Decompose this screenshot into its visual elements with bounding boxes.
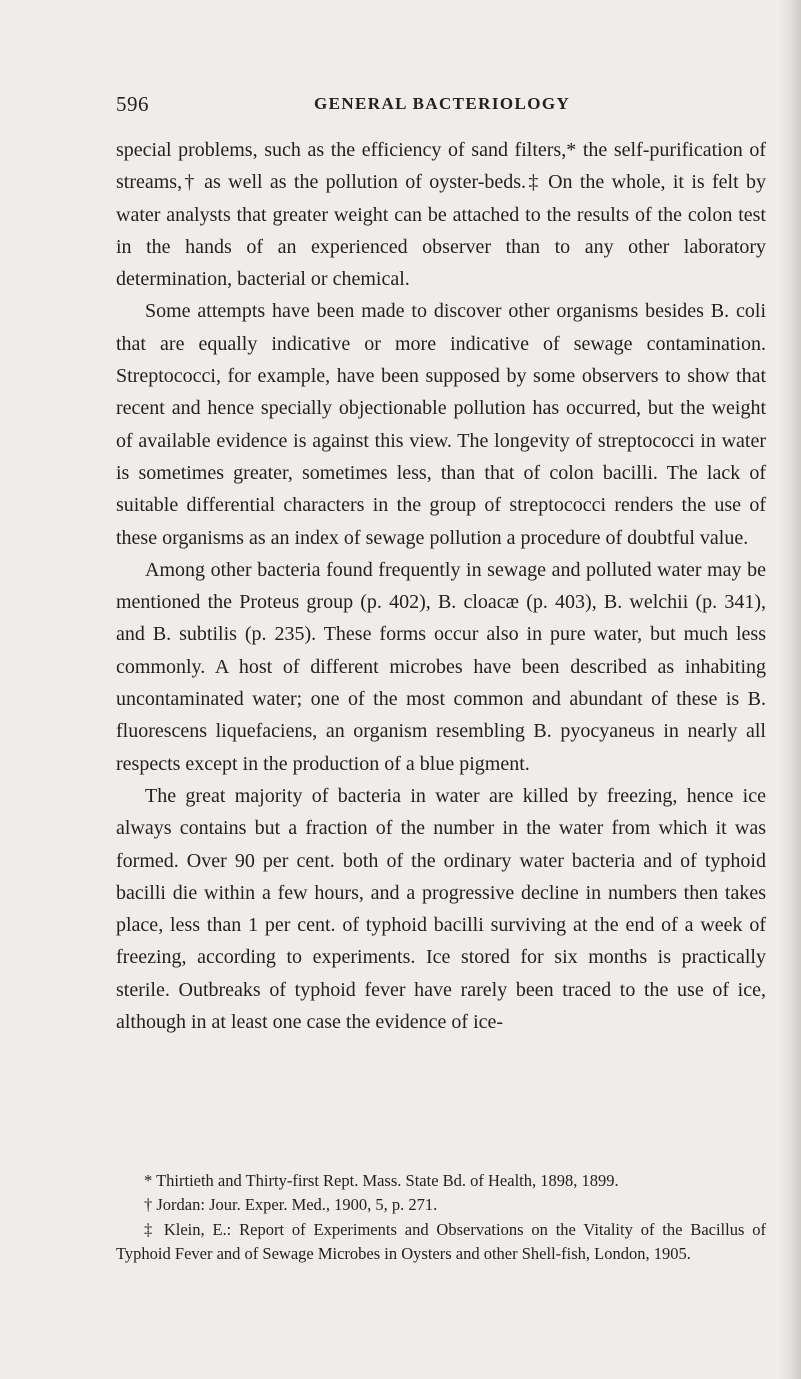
footnote-double-dagger: ‡ Klein, E.: Report of Experiments and Observations on the Vitality of the Bacillus of Typhoid Fever and of Sewage Microbes in Oysters and other Shell-fish, London, 1905.: [116, 1219, 766, 1264]
footnotes: [116, 1169, 766, 1267]
page-edge-shadow: [779, 0, 801, 1379]
paragraph-streptococci: Some attempts have been made to discover other organisms besides B. coli that are equally indicative or more indicative of sewage contamination. Streptococci, for example, have been supposed by some observers to show that recent and hence specially objectionable pollution has occurred, but the weight of available evidence is against this view. The longevity of streptococci in water is sometimes greater, sometimes less, than that of colon bacilli. The lack of suitable differential characters in the group of streptococci renders the use of these organisms as an index of sewage pollution a procedure of doubtful value.: [116, 300, 766, 549]
running-title: GENERAL BACTERIOLOGY: [314, 94, 571, 113]
paragraph-continuation: special problems, such as the efficiency of sand filters,* the self-purification of streams,† as well as the pollution of oyster-beds.‡ On the whole, it is felt by water analysts that greater weight can be attached to the results of the colon test in the hands of an experienced observer than to any other laboratory determination, bacterial or chemical.: [116, 139, 766, 291]
paragraph-freezing: The great majority of bacteria in water are killed by freezing, hence ice always contains but a fraction of the number in the water from which it was formed. Over 90 per cent. both of the ordinary water bacteria and of typhoid bacilli die within a few hours, and a progressive decline in numbers then takes place, less than 1 per cent. of typhoid bacilli surviving at the end of a week of freezing, according to experiments. Ice stored for six months is practically sterile. Outbreaks of typhoid fever have rarely been traced to the use of ice, although in at least one case the evidence of ice-: [116, 784, 766, 1034]
paragraph-other-bacteria: Among other bacteria found frequently in sewage and polluted water may be mentioned the Proteus group (p. 402), B. cloacæ (p. 403), B. welchii (p. 341), and B. subtilis (p. 235). These forms occur also in pure water, but much less commonly. A host of different microbes have been described as inhabiting uncontaminated water; one of the most common and abundant of these is B. fluorescens liquefaciens, an organism resembling B. pyocyaneus in nearly all respects except in the production of a blue pigment.: [116, 558, 766, 775]
page-header: [116, 92, 721, 122]
footnote-dagger: † Jordan: Jour. Exper. Med., 1900, 5, p. 271.: [144, 1195, 438, 1215]
body-text: [116, 134, 766, 1038]
page-number: 596: [116, 92, 149, 116]
footnote-asterisk: * Thirtieth and Thirty-first Rept. Mass. State Bd. of Health, 1898, 1899.: [144, 1171, 619, 1190]
